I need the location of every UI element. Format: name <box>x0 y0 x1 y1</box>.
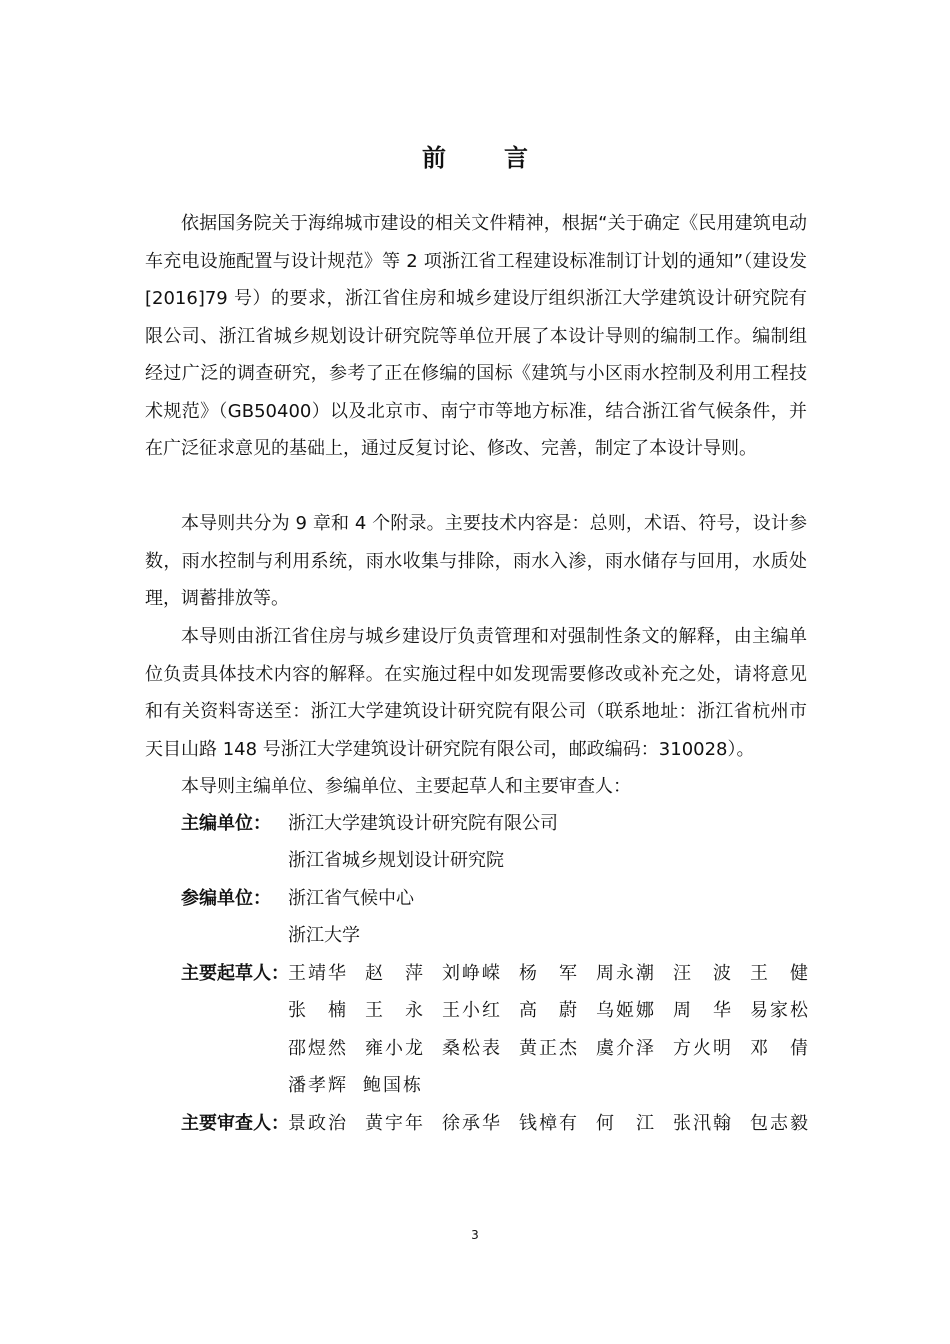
drafters-row-1 <box>145 955 807 993</box>
chief-unit-1: 浙江大学建筑设计研究院有限公司 <box>288 813 558 834</box>
title-char-2: 言 <box>504 144 528 172</box>
drafter-name: 邓 倩 <box>750 1038 808 1059</box>
chief-units-row <box>145 805 807 843</box>
drafter-name: 刘峥嵘 <box>442 963 500 984</box>
drafter-name: 方火明 <box>673 1038 731 1059</box>
paragraph-basis: 依据国务院关于海绵城市建设的相关文件精神，根据“关于确定《民用建筑电动车充电设施配置与设计规范》等 2 项浙江省工程建设标准制订计划的通知”（建设发[2016]79 号）的要求，浙江省住房和城乡建设厅组织浙江大学建筑设计研究院有限公司、浙江省城乡规划设计研究院等单位开展了本设计导则的编制工作。编制组经过广泛的调查研究，参考了正在修编的国标《建筑与小区雨水控制及利用工程技术规范》（GB50400）以及北京市、南宁市等地方标准，结合浙江省气候条件，并在广泛征求意见的基础上，通过反复讨论、修改、完善，制定了本设计导则。 <box>145 213 807 459</box>
drafter-name: 虞介泽 <box>596 1038 654 1059</box>
drafter-name: 黄正杰 <box>519 1038 577 1059</box>
drafter-name: 周永潮 <box>596 963 654 984</box>
paragraph-management: 本导则由浙江省住房与城乡建设厅负责管理和对强制性条文的解释，由主编单位负责具体技术内容的解释。在实施过程中如发现需要修改或补充之处，请将意见和有关资料寄送至：浙江大学建筑设计研究院有限公司（联系地址：浙江省杭州市天目山路 148 号浙江大学建筑设计研究院有限公司，邮政编码：310028）。 <box>145 626 807 760</box>
reviewers-label: 主要审查人： <box>181 1113 289 1134</box>
reviewers-row <box>145 1105 807 1143</box>
page-title <box>0 138 950 173</box>
drafter-name: 王小红 <box>442 1000 500 1021</box>
participating-unit-1: 浙江省气候中心 <box>288 888 414 909</box>
drafter-name: 杨 军 <box>519 963 577 984</box>
reviewer-name: 黄宇年 <box>365 1113 423 1134</box>
drafter-name: 鲍国栋 <box>363 1075 421 1096</box>
drafters-row-4 <box>145 1067 807 1105</box>
drafters-label: 主要起草人： <box>181 963 289 984</box>
drafter-name: 张 楠 <box>288 1000 346 1021</box>
reviewer-name: 包志毅 <box>750 1113 808 1134</box>
reviewer-name: 徐承华 <box>442 1113 500 1134</box>
drafter-name: 乌姬娜 <box>596 1000 654 1021</box>
drafter-name: 易家松 <box>750 1000 808 1021</box>
participating-units-row <box>145 880 807 918</box>
participating-units-row-2 <box>145 917 807 955</box>
drafter-name: 赵 萍 <box>365 963 423 984</box>
paragraph-contents: 本导则共分为 9 章和 4 个附录。主要技术内容是：总则，术语、符号，设计参数，雨水控制与利用系统，雨水收集与排除，雨水入渗，雨水储存与回用，水质处理，调蓄排放等。 <box>145 513 807 609</box>
paragraph-units-intro: 本导则主编单位、参编单位、主要起草人和主要审查人： <box>181 776 631 797</box>
drafter-name: 雍小龙 <box>365 1038 423 1059</box>
chief-units-row-2 <box>145 842 807 880</box>
page-number: 3 <box>471 1228 479 1242</box>
reviewer-name: 景政治 <box>288 1113 346 1134</box>
drafter-name: 潘孝辉 <box>288 1075 346 1096</box>
participating-units-label: 参编单位： <box>181 888 271 909</box>
drafter-name: 桑松表 <box>442 1038 500 1059</box>
drafter-name: 周 华 <box>673 1000 731 1021</box>
title-char-1: 前 <box>422 144 446 172</box>
reviewer-name: 钱樟有 <box>519 1113 577 1134</box>
chief-unit-2: 浙江省城乡规划设计研究院 <box>288 850 504 871</box>
chief-units-label: 主编单位： <box>181 813 271 834</box>
drafter-name: 邵煜然 <box>288 1038 346 1059</box>
reviewer-name: 张汛翰 <box>673 1113 731 1134</box>
drafters-row-2 <box>145 992 807 1030</box>
drafter-name: 王 永 <box>365 1000 423 1021</box>
reviewer-name: 何 江 <box>596 1113 654 1134</box>
drafter-name: 王靖华 <box>288 963 346 984</box>
drafter-name: 高 蔚 <box>519 1000 577 1021</box>
participating-unit-2: 浙江大学 <box>288 925 360 946</box>
drafter-name: 王 健 <box>750 963 808 984</box>
drafter-name: 汪 波 <box>673 963 731 984</box>
drafters-row-3 <box>145 1030 807 1068</box>
